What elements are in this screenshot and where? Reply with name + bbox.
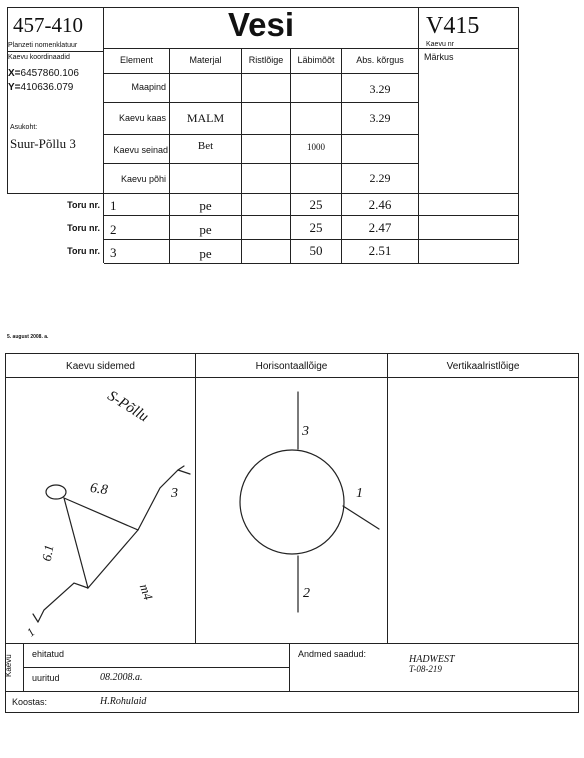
footer-kaevu: Kaevu [4,654,13,677]
row-label-kaas: Kaevu kaas [118,113,166,123]
pipe-3-diameter: 50 [309,243,323,258]
sheet-number: 457-410 [13,13,83,37]
page-title: Vesi [227,6,295,43]
pipe-2-height: 2.47 [368,220,392,235]
footer-ehitatud: ehitatud [32,649,65,659]
col-title-sidemed: Kaevu sidemed [66,361,135,372]
coord-x-value: 6457860.106 [20,68,79,79]
hand-label-top: S-Põllu [104,388,152,426]
coord-x-label: X= [8,68,21,79]
location-value: Suur-Põllu 3 [10,136,76,151]
row-height-kaas: 3.29 [369,111,391,125]
footer-andmed-value2: T-08-219 [409,664,442,674]
pipe-3-no: 3 [110,245,117,260]
pipe-2-diameter: 25 [309,220,323,235]
pipe-1-line [38,583,88,622]
hand-label-3: 3 [171,486,178,501]
row-material-kaas: MALM [186,111,225,125]
well-section-circle [240,450,344,554]
footer-uuritud: uuritud [32,673,60,683]
hand-label-68: 6.8 [89,480,109,499]
hsec-label-3: 3 [302,424,309,439]
row-label-maapind: Maapind [131,82,166,92]
hsec-label-1: 1 [356,486,363,501]
location-caption: Asukoht: [10,124,38,131]
pipe-1-diameter: 25 [309,197,323,212]
footer-koostas-value: H.Rohulaid [100,696,147,707]
pipe-3-label: Toru nr. [67,246,100,256]
col-header-height: Abs. kõrgus [356,55,404,65]
pipe-1-height: 2.46 [368,197,392,212]
pipe-1-no: 1 [110,198,117,213]
pipe-3-height: 2.51 [368,243,392,258]
connection-triangle [64,498,138,588]
row-height-maapind: 3.29 [369,82,391,96]
well-id: V415 [426,13,480,39]
pipe-2-no: 2 [110,222,117,237]
footer-andmed-label: Andmed saadud: [298,649,367,659]
hsec-pipe-1 [343,506,379,529]
col-header-element: Element [119,55,154,65]
footer-andmed-value1: HADWEST [409,654,455,665]
coords-caption: Kaevu koordinaadid [8,54,70,61]
col-title-horizontal: Horisontaallõige [255,361,328,372]
coord-y-label: Y= [8,82,21,93]
pipe-2-material: pe [199,222,212,237]
pipe-1-label: Toru nr. [67,200,100,210]
row-height-pohi: 2.29 [369,171,391,185]
well-circle-icon [46,485,66,499]
sheet-caption: Planzeti nomenklatuur [8,42,78,49]
col-header-cross: Ristlõige [248,55,284,65]
pipe-1-material: pe [199,198,212,213]
pipe-3-tick [178,470,190,474]
hand-label-1: 1 [23,624,38,640]
pipe-3-material: pe [199,246,212,261]
row-label-seinad: Kaevu seinad [113,145,168,155]
pipe-2-label: Toru nr. [67,223,100,233]
row-diameter-seinad: 1000 [307,142,325,152]
row-material-seinad: Bet [197,140,214,152]
row-label-pohi: Kaevu põhi [120,174,166,184]
footer-uuritud-value: 08.2008.a. [100,672,143,683]
col-header-diameter: Läbimõõt [297,55,335,65]
pipe-1-tick [33,614,38,622]
footer-koostas-label: Koostas: [12,697,48,707]
col-title-vertical: Vertikaalristlõige [446,361,520,372]
hsec-label-2: 2 [303,586,310,601]
well-caption: Kaevu nr [426,41,455,48]
col-header-note: Märkus [424,52,454,62]
date-note: 5. august 2008. a. [7,334,49,340]
coord-y-value: 410636.079 [20,82,74,93]
hand-label-m4: m4 [136,581,157,602]
hand-label-61: 6.1 [38,543,57,563]
col-header-material: Materjal [189,55,222,65]
